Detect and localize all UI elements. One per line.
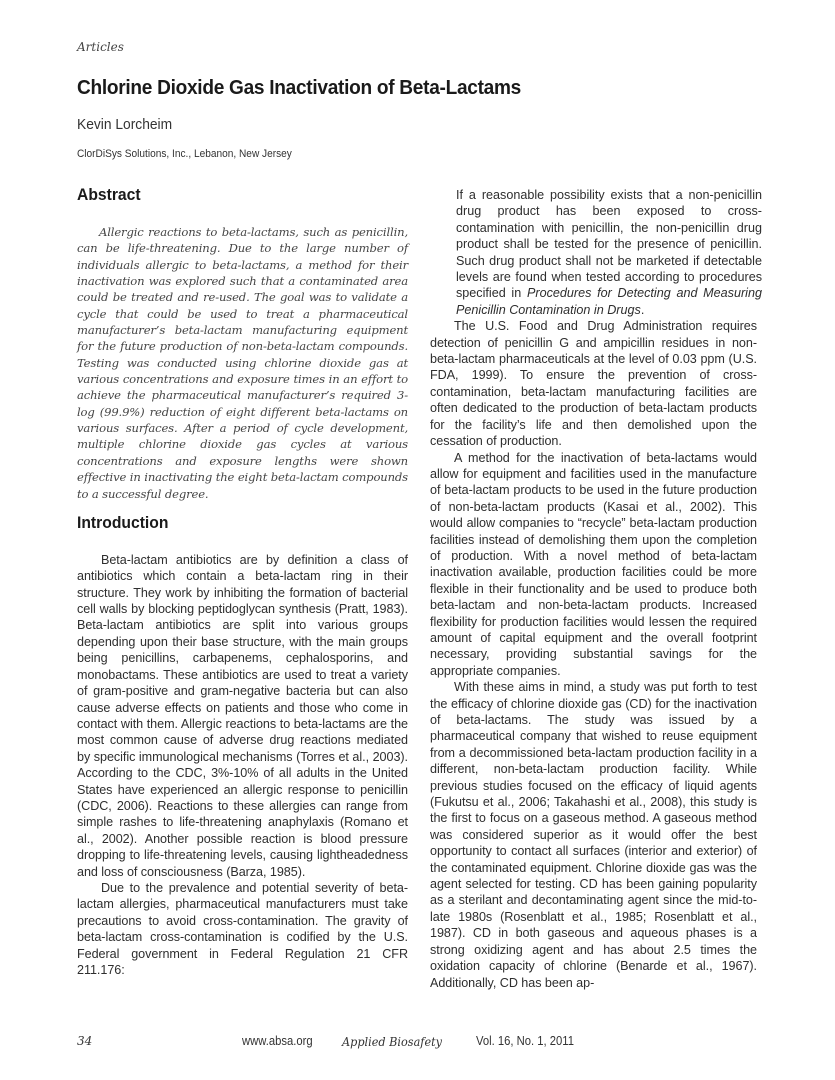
regulation-quote — [456, 187, 762, 318]
body-paragraph: A method for the inactivation of beta-lactams would allow for equipment and facilities used in the manufacture of beta-lactam products to be used in the future production of non-beta-lactam products (Kasai et al., 2002). This would allow companies to “recycle” beta-lactam production facilities instead of demolishing them upon the completion of production. With a novel method of beta-lactam inactivation available, production facilities could be more flexible in their functionality and be used to produce both beta-lactam and non-beta-lactam products. Increased flexibility for production facilities would lessen the required amount of capital equipment and the overall footprint necessary, providing substantial savings for the appropriate companies. — [430, 450, 757, 678]
introduction-heading: Introduction — [77, 513, 169, 532]
page-footer — [0, 1034, 835, 1054]
author-affiliation: ClorDiSys Solutions, Inc., Lebanon, New Jersey — [77, 148, 292, 160]
body-paragraph: The U.S. Food and Drug Administration requires detection of penicillin G and ampicillin residues in non-beta-lactam pharmaceuticals at the level of 0.03 ppm (U.S. FDA, 1999). To ensure the prevention of cross-contamination, beta-lactam manufacturing facilities are often dedicated to the production of beta-lactam products for the facility’s life and then demolished upon the cessation of production. — [430, 319, 757, 449]
abstract-text: Allergic reactions to beta-lactams, such as penicillin, can be life-threatening. Due to the large number of individuals allergic to beta-lactams, a method for their inactivation was explored such that a contaminated area could be treated and re-used. The goal was to validate a cycle that could be used to treat a pharmaceutical manufacturer’s beta-lactam manufacturing equipment for the future production of non-beta-lactam compounds. Testing was conducted using chlorine dioxide gas at various concentrations and exposure times in an effort to achieve the pharmaceutical manufacturer’s required 3-log (99.9%) reduction of eight different beta-lactams on various surfaces. After a period of cycle development, multiple chlorine dioxide gas cycles at various concentrations and exposure lengths were shown effective in inactivating the eight beta-lactam compounds to a successful degree. — [77, 225, 408, 501]
left-column — [77, 186, 408, 978]
journal-name: Applied Biosafety — [342, 1034, 442, 1049]
article-title: Chlorine Dioxide Gas Inactivation of Beta-Lactams — [77, 76, 522, 99]
section-label: Articles — [77, 40, 124, 54]
quote-italic-title: Procedures for Detecting and Measuring Penicillin Contamination in Drugs — [456, 286, 762, 317]
quote-text-after: . — [640, 302, 645, 317]
page-number: 34 — [77, 1034, 93, 1048]
abstract-heading: Abstract — [77, 186, 141, 204]
intro-paragraph: Beta-lactam antibiotics are by definition a class of antibiotics which contain a beta-lactam ring in their structure. They work by inhibiting the formation of bacterial cell walls by blocking peptidoglycan synthesis (Pratt, 1983). Beta-lactam antibiotics are split into various groups depending upon their base structure, with the main groups being penicillins, carbapenems, cephalosporins, and monobactams. These antibiotics are used to treat a variety of gram-positive and gram-negative bacteria but can also cause adverse effects on patients and those who come in contact with them. Allergic reactions to beta-lactams are the most common cause of adverse drug reactions mediated by specific immunological mechanisms (Torres et al., 2003). According to the CDC, 3%-10% of all adults in the United States have experienced an allergic response to penicillin (CDC, 2006). Reactions to these allergies can range from simple rashes to life-threatening anaphylaxis (Romano et al., 2002). Another possible reaction is blood pressure dropping to life-threatening levels, causing lightheadedness and loss of consciousness (Barza, 1985). — [77, 552, 408, 879]
journal-volume: Vol. 16, No. 1, 2011 — [476, 1034, 574, 1048]
body-paragraph: With these aims in mind, a study was put forth to test the efficacy of chlorine dioxide gas (CD) for the inactivation of beta-lactams. The study was issued by a pharmaceutical company that wished to reuse equipment from a decommissioned beta-lactam production facility in a different, non-beta-lactam production facility. While previous studies focused on the efficacy of liquid agents (Fukutsu et al., 2006; Takahashi et al., 2008), this study is the first to focus on a gaseous method. A gaseous method was considered superior as it would offer the best opportunity to contact all surfaces (interior and exterior) of the contaminated equipment. Chlorine dioxide gas was the agent selected for testing. CD has been gaining popularity as a sterilant and decontaminating agent since the mid-to-late 1980s (Rosenblatt et al., 1985; Rosenblatt et al., 1987). CD in both gaseous and aqueous phases is a strong oxidizing agent and has about 2.5 times the oxidation capacity of chlorine (Benarde et al., 1967). Additionally, CD has been ap- — [430, 680, 757, 990]
journal-url: www.absa.org — [242, 1034, 313, 1048]
intro-paragraph: Due to the prevalence and potential severity of beta-lactam allergies, pharmaceutical manufacturers must take precautions to avoid cross-contamination. The gravity of beta-lactam cross-contamination is codified by the U.S. Federal government in Federal Regulation 21 CFR 211.176: — [77, 880, 408, 977]
author-name: Kevin Lorcheim — [77, 116, 173, 133]
quote-text-before: If a reasonable possibility exists that a non-penicillin drug product has been exposed to cross-contamination with penicillin, the non-penicillin drug product shall be tested for the presence of penicillin. Such drug product shall not be marketed if detectable levels are found when tested according to procedures specified in — [456, 188, 762, 301]
right-column — [430, 187, 762, 991]
